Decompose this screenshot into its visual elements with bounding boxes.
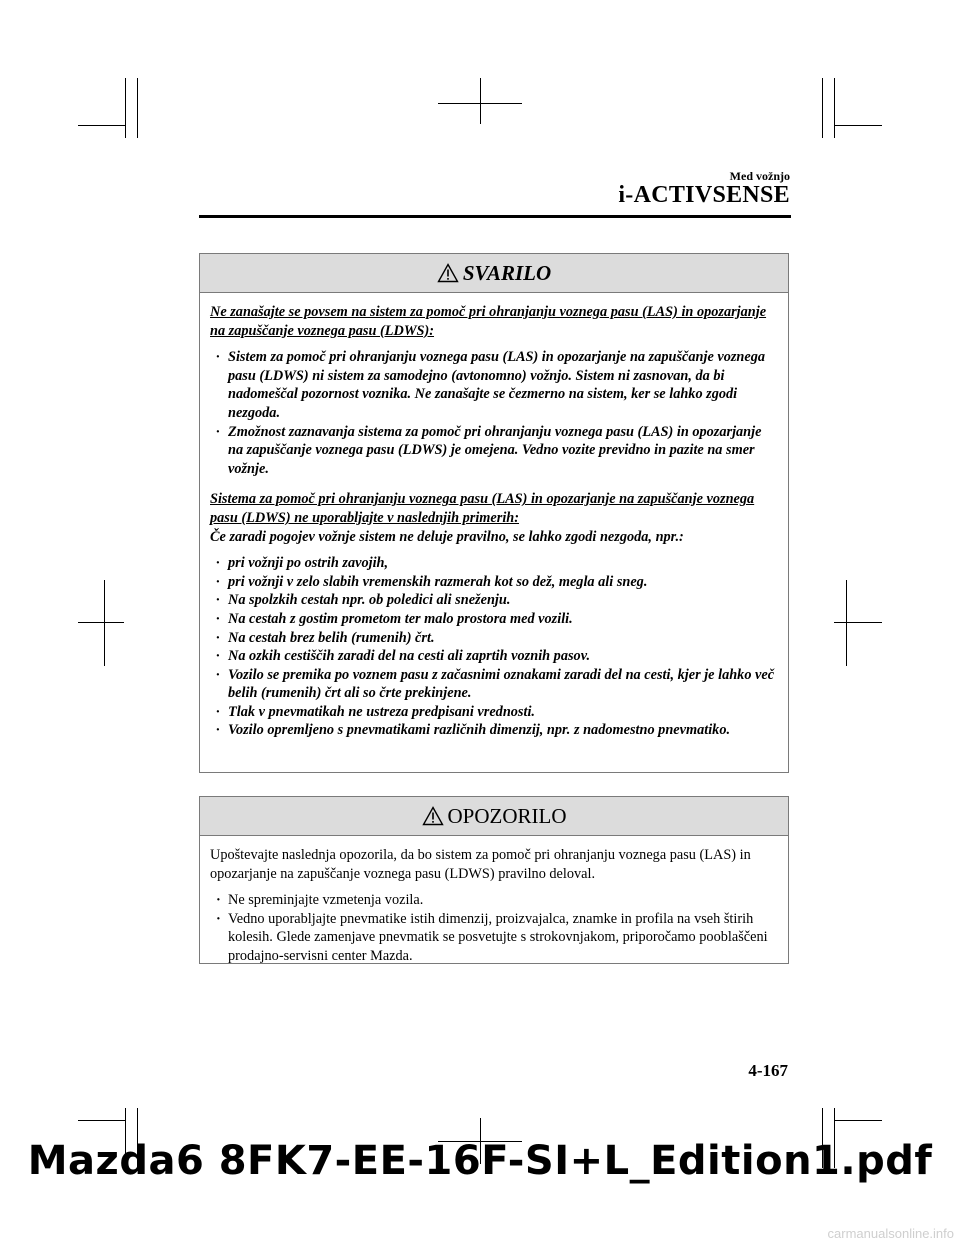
caution-box-body — [200, 836, 788, 974]
list-item: · Tlak v pnevmatikah ne ustreza predpisani vrednosti. — [210, 703, 778, 722]
list-item: · Vozilo se premika po voznem pasu z začasnimi oznakami zaradi del na cesti, kjer je lahko več belih (rumenih) črt ali so črte prekinjene. — [210, 666, 778, 703]
crop-mark — [78, 125, 126, 126]
chapter-title: i-ACTIVSENSE — [618, 182, 790, 208]
list-item: · Na ozkih cestiščih zaradi del na cesti ali zaprtih voznih pasov. — [210, 647, 778, 666]
warning-list — [210, 554, 778, 740]
caution-box-title: OPOZORILO — [447, 803, 567, 828]
warning-intro: Če zaradi pogojev vožnje sistem ne deluje pravilno, se lahko zgodi nezgoda, npr.: — [210, 528, 684, 545]
warning-box — [199, 253, 789, 773]
list-item: · Vozilo opremljeno s pnevmatikami različnih dimenzij, npr. z nadomestno pnevmatiko. — [210, 721, 778, 740]
list-item: · Na cestah brez belih (rumenih) črt. — [210, 629, 778, 648]
list-item: · Na cestah z gostim prometom ter malo prostora med vozili. — [210, 610, 778, 629]
page-number: 4-167 — [748, 1061, 788, 1080]
list-item: · Ne spreminjajte vzmetenja vozila. — [210, 891, 778, 910]
caution-box-header — [200, 797, 788, 836]
caution-list — [210, 891, 778, 965]
list-item: · Sistem za pomoč pri ohranjanju voznega pasu (LAS) in opozarjanje na zapuščanje voznega pasu (LDWS) ni sistem za samodejno (avtonomno) vožnjo. Sistem ni zasnovan, da bi nadomeščal pozornost voznika. Ne zanašajte se čezmerno na sistem, ker se lahko zgodi nezgoda. — [210, 348, 778, 422]
caution-box — [199, 796, 789, 964]
list-item: · Na spolzkih cestah npr. ob poledici ali sneženju. — [210, 591, 778, 610]
warning-heading: Ne zanašajte se povsem na sistem za pomoč pri ohranjanju voznega pasu (LAS) in opozarjanje na zapuščanje voznega pasu (LDWS): — [210, 304, 767, 339]
warning-box-header — [200, 254, 788, 293]
crop-mark — [846, 580, 847, 666]
warning-triangle-icon — [422, 806, 444, 826]
crop-mark — [834, 125, 882, 126]
crop-mark — [78, 1120, 126, 1121]
list-item: · pri vožnji po ostrih zavojih, — [210, 554, 778, 573]
list-item: · pri vožnji v zelo slabih vremenskih razmerah kot so dež, megla ali sneg. — [210, 573, 778, 592]
watermark-site: carmanualsonline.info — [827, 1226, 954, 1241]
crop-mark — [834, 622, 882, 623]
crop-mark — [104, 580, 105, 666]
crop-mark — [137, 78, 138, 138]
header-rule — [199, 215, 791, 218]
crop-mark — [125, 78, 126, 138]
warning-box-body — [200, 293, 788, 748]
caution-intro: Upoštevajte naslednja opozorila, da bo sistem za pomoč pri ohranjanju voznega pasu (LAS) in opozarjanje na zapuščanje voznega pasu (LDWS) pravilno deloval. — [210, 847, 751, 882]
crop-mark — [834, 1120, 882, 1121]
list-item: · Zmožnost zaznavanja sistema za pomoč pri ohranjanju voznega pasu (LAS) in opozarjanje na zapuščanje voznega pasu (LDWS) je omejena. Vedno vozite previdno in pazite na smer vožnje. — [210, 423, 778, 479]
list-item: · Vedno uporabljajte pnevmatike istih dimenzij, proizvajalca, znamke in profila na vseh štirih kolesih. Glede zamenjave pnevmatik se posvetujte s strokovnjakom, priporočamo pooblaščeni prodajno-servisni center Mazda. — [210, 910, 778, 966]
crop-mark — [438, 103, 522, 104]
section-label: Med vožnjo — [729, 169, 790, 183]
warning-box-title: SVARILO — [462, 260, 552, 285]
source-filename: Mazda6 8FK7-EE-16F-SI+L_Edition1.pdf — [27, 1138, 933, 1184]
crop-mark — [834, 78, 835, 138]
crop-mark — [822, 78, 823, 138]
crop-mark — [480, 78, 481, 124]
crop-mark — [78, 622, 124, 623]
warning-heading: Sistema za pomoč pri ohranjanju voznega pasu (LAS) in opozarjanje na zapuščanje voznega pasu (LDWS) ne uporabljajte v naslednjih primerih: — [210, 491, 755, 526]
warning-list — [210, 348, 778, 478]
warning-triangle-icon — [437, 263, 459, 283]
